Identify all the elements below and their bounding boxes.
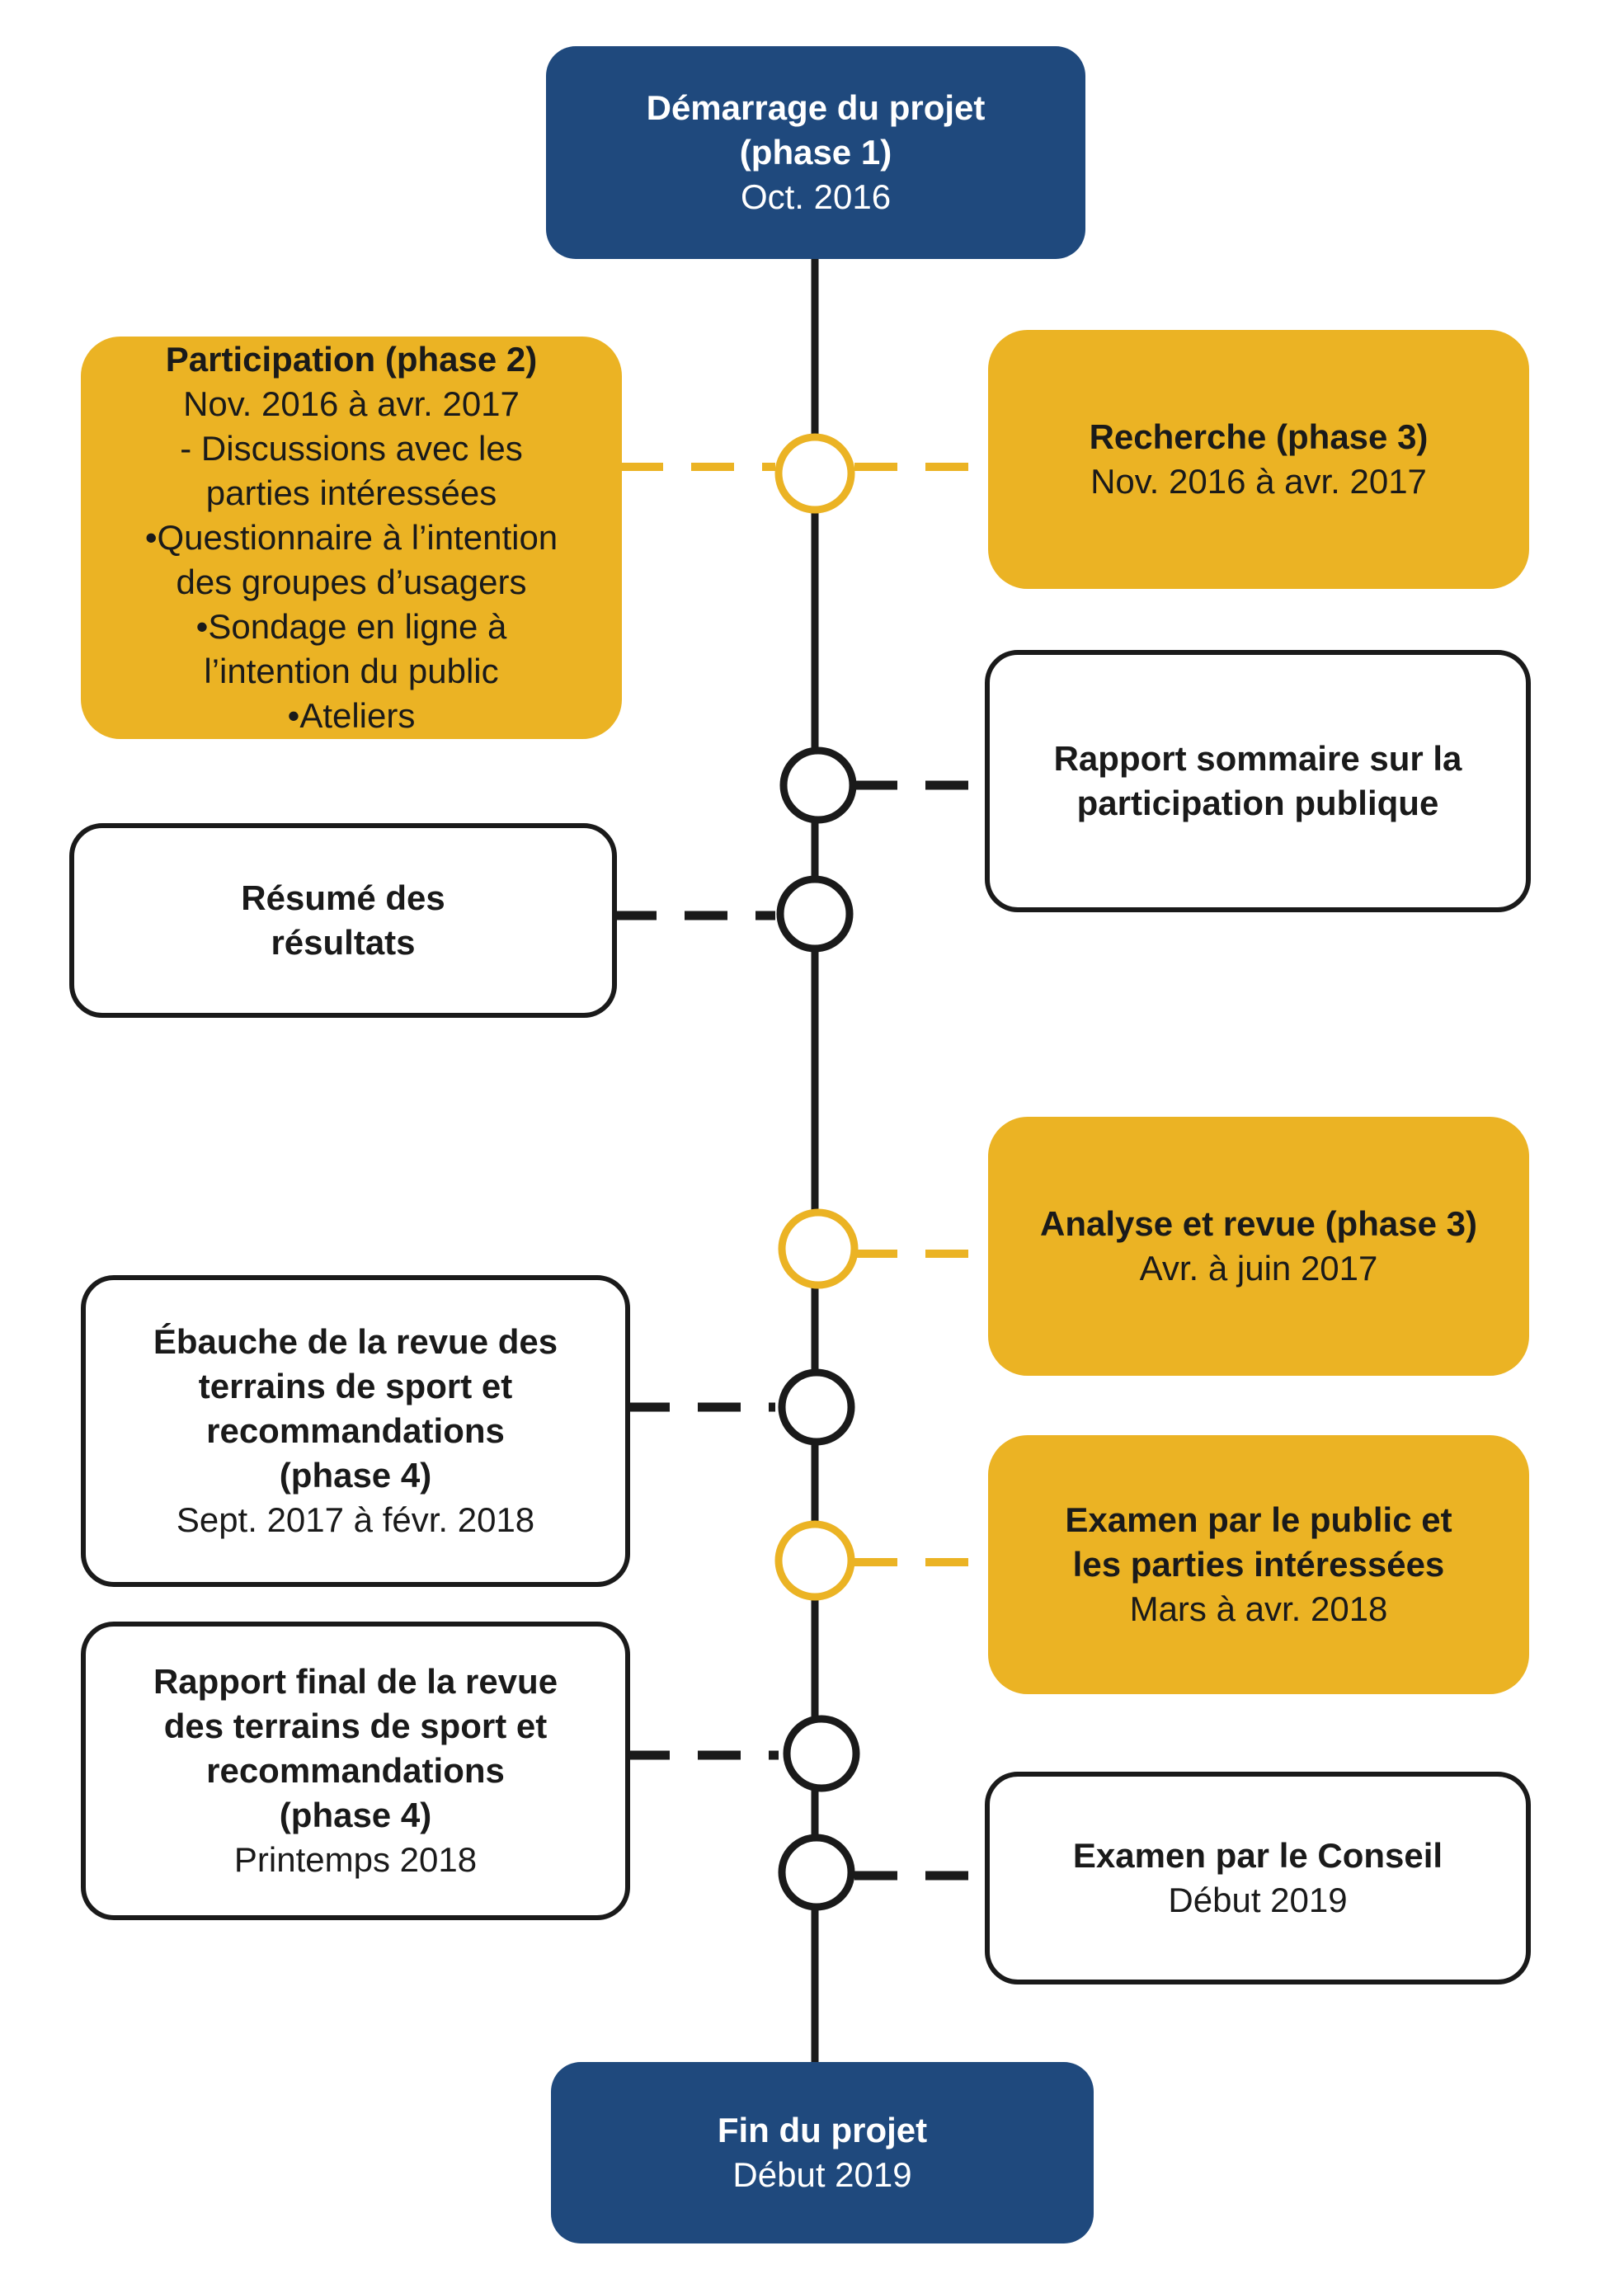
rapport-sommaire-title: Rapport sommaire sur la participation publique (1053, 739, 1462, 822)
resume-box (69, 823, 617, 1018)
end-title: Fin du projet (717, 2111, 928, 2149)
examen-public-title: Examen par le public et les parties intéressées (1065, 1500, 1452, 1584)
analyse-title: Analyse et revue (phase 3) (1040, 1204, 1477, 1243)
participation-lines: Nov. 2016 à avr. 2017 - Discussions avec les parties intéressées •Questionnaire à l’intention des groupes d’usagers •Sondage en ligne à l’intention du public •Ateliers (144, 384, 558, 735)
milestone-circle-analyse (782, 1212, 854, 1285)
rapport-sommaire-box (985, 650, 1531, 912)
examen-conseil-box (985, 1772, 1531, 1984)
milestone-circle-ebauche (782, 1372, 851, 1442)
rapport-final-title: Rapport final de la revue des terrains de sport et recommandations (phase 4) (153, 1662, 558, 1834)
start-box (546, 46, 1085, 259)
examen-conseil-date: Début 2019 (1168, 1881, 1348, 1919)
examen-conseil-title: Examen par le Conseil (1072, 1836, 1443, 1875)
rapport-final-date: Printemps 2018 (233, 1840, 478, 1879)
rapport-final-box (81, 1622, 630, 1920)
milestone-circle-examen-public (779, 1524, 851, 1597)
examen-public-box (988, 1435, 1529, 1694)
participation-box (81, 337, 622, 739)
participation-title: Participation (phase 2) (165, 340, 538, 379)
recherche-title: Recherche (phase 3) (1089, 417, 1429, 456)
analyse-box (988, 1117, 1529, 1376)
milestone-circle-resume (780, 879, 850, 949)
milestone-circle-participation (779, 437, 851, 510)
milestone-circle-rapport-sommaire (784, 751, 853, 820)
ebauche-title: Ébauche de la revue des terrains de sport et recommandations (phase 4) (153, 1322, 558, 1495)
start-title: Démarrage du projet (phase 1) (646, 88, 986, 172)
recherche-date: Nov. 2016 à avr. 2017 (1090, 462, 1427, 501)
milestone-circle-rapport-final (787, 1719, 856, 1788)
end-box (551, 2062, 1094, 2243)
start-date: Oct. 2016 (740, 177, 892, 216)
analyse-date: Avr. à juin 2017 (1139, 1249, 1378, 1288)
ebauche-box (81, 1275, 630, 1587)
recherche-box (988, 330, 1529, 589)
ebauche-date: Sept. 2017 à févr. 2018 (176, 1500, 535, 1539)
resume-title: Résumé des résultats (241, 878, 445, 962)
end-date: Début 2019 (732, 2155, 912, 2194)
examen-public-date: Mars à avr. 2018 (1129, 1589, 1388, 1628)
milestone-circle-examen-conseil (782, 1838, 851, 1907)
